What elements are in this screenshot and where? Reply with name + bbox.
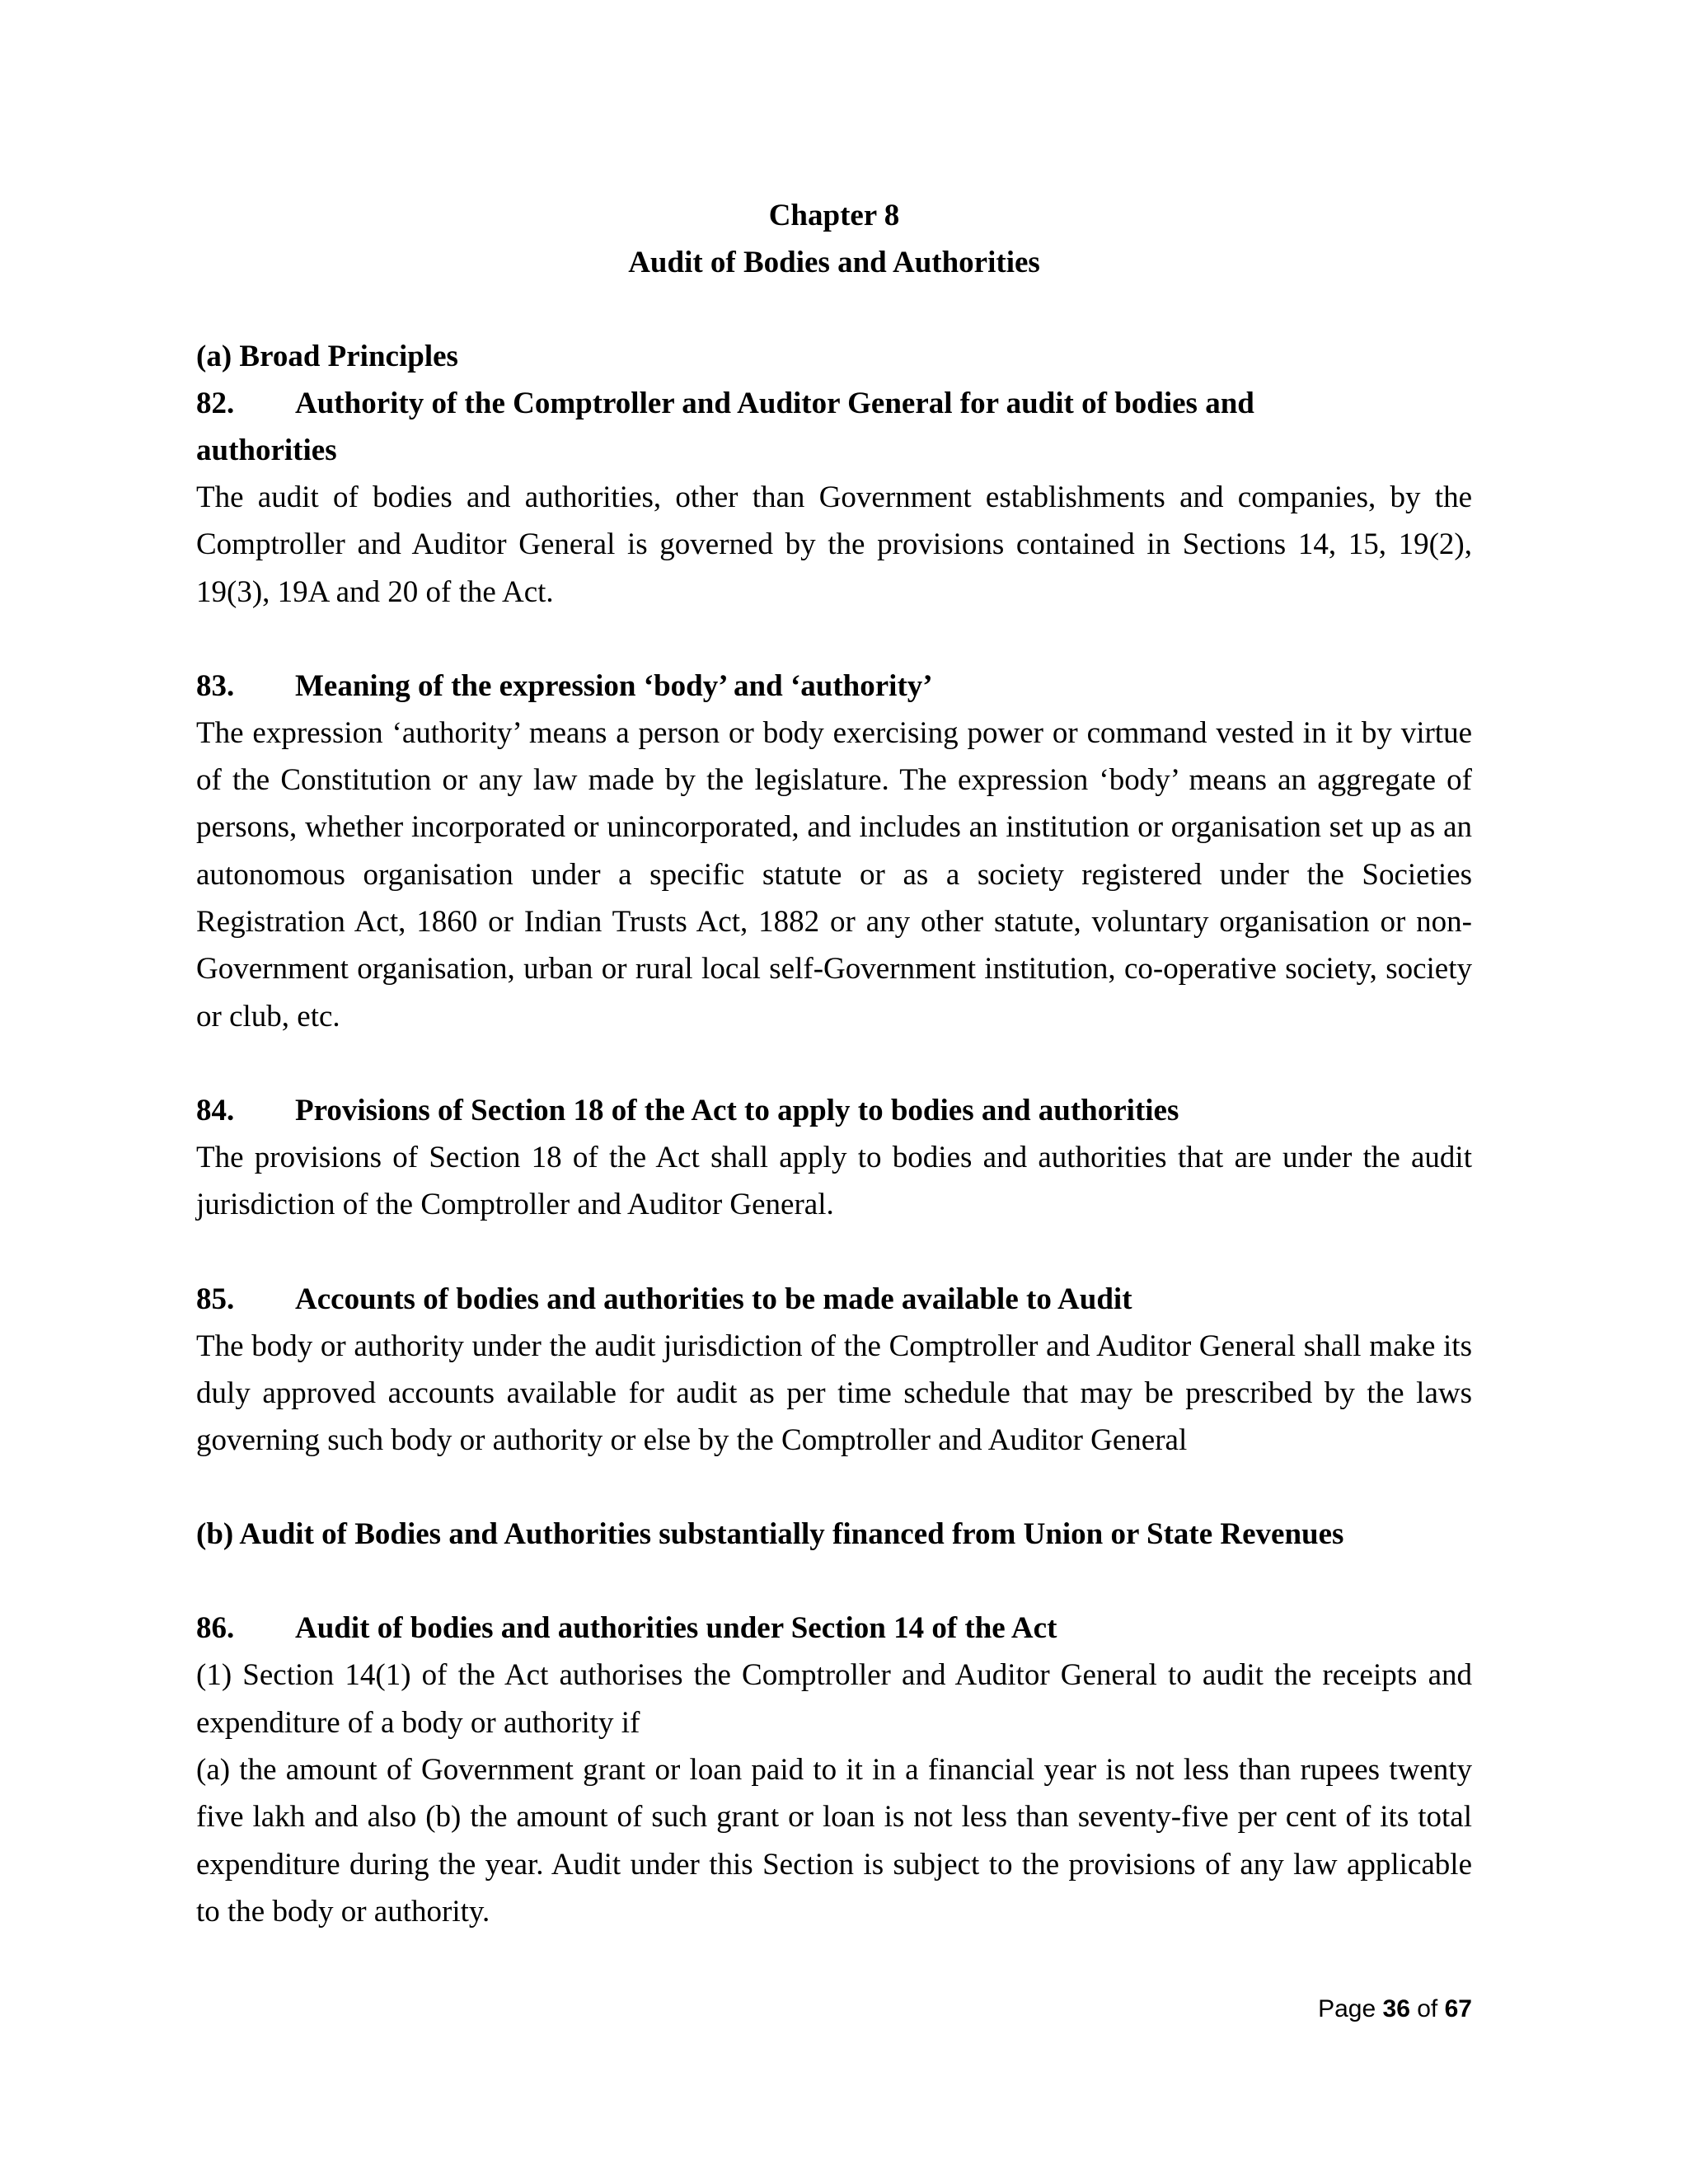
spacer bbox=[196, 1040, 1472, 1087]
spacer bbox=[196, 1464, 1472, 1511]
section-84-body: The provisions of Section 18 of the Act shall apply to bodies and authorities that are under the audit jurisdiction of the Comptroller and Auditor General. bbox=[196, 1140, 1472, 1222]
section-82-body: The audit of bodies and authorities, other than Government establishments and companies, by the Comptroller and Auditor General is governed by the provisions contained in Sections 14, 15, 19(2), 19(3), 19A and 20 of the Act. bbox=[196, 480, 1472, 609]
spacer bbox=[196, 1229, 1472, 1276]
section-86-title: Audit of bodies and authorities under Section 14 of the Act bbox=[295, 1611, 1057, 1646]
section-82-heading bbox=[196, 380, 1472, 427]
section-84-number: 84. bbox=[196, 1093, 235, 1127]
section-86-heading bbox=[196, 1605, 1472, 1652]
spacer bbox=[196, 616, 1472, 663]
part-b-heading: (b) Audit of Bodies and Authorities substantially financed from Union or State Revenues bbox=[196, 1517, 1344, 1552]
section-83-title: Meaning of the expression ‘body’ and ‘authority’ bbox=[295, 668, 933, 703]
section-84-title: Provisions of Section 18 of the Act to apply to bodies and authorities bbox=[295, 1093, 1179, 1127]
section-85-heading bbox=[196, 1276, 1472, 1323]
section-85-number: 85. bbox=[196, 1282, 235, 1316]
chapter-number: Chapter 8 bbox=[768, 199, 900, 232]
section-82-title-line1: Authority of the Comptroller and Auditor General for audit of bodies and bbox=[295, 387, 1254, 420]
section-85-title: Accounts of bodies and authorities to be made available to Audit bbox=[295, 1282, 1132, 1316]
total-pages: 67 bbox=[1444, 1995, 1472, 2022]
section-82-title-line2: authorities bbox=[196, 434, 337, 467]
section-86-number: 86. bbox=[196, 1611, 235, 1646]
spacer bbox=[196, 286, 1472, 333]
section-83-number: 83. bbox=[196, 668, 235, 703]
spacer bbox=[196, 1558, 1472, 1605]
chapter-title: Audit of Bodies and Authorities bbox=[628, 246, 1040, 279]
page-number: 36 bbox=[1382, 1995, 1410, 2022]
section-83-heading bbox=[196, 663, 1472, 710]
section-86-body-2: (a) the amount of Government grant or loan paid to it in a financial year is not less than rupees twenty five lakh and also (b) the amount of such grant or loan is not less than seventy-five per cent of its total expenditure during the year. Audit under this Section is subject to the provisions of any law applicable to the body or authority. bbox=[196, 1753, 1472, 1929]
section-83-body: The expression ‘authority’ means a person or body exercising power or command vested in it by virtue of the Constitution or any law made by the legislature. The expression ‘body’ means an aggregate of persons, whether incorporated or unincorporated, and includes an institution or organisation set up as an autonomous organisation under a specific statute or as a society registered under the Societies Registration Act, 1860 or Indian Trusts Act, 1882 or any other statute, voluntary organisation or non-Government organisation, urban or rural local self-Government institution, co-operative society, society or club, etc. bbox=[196, 715, 1472, 1033]
section-86-body-1: (1) Section 14(1) of the Act authorises the Comptroller and Auditor General to audit the receipts and expenditure of a body or authority if bbox=[196, 1658, 1472, 1740]
of-label: of bbox=[1417, 1995, 1438, 2022]
section-84-heading bbox=[196, 1087, 1472, 1134]
document-page bbox=[196, 0, 1472, 2184]
part-a-heading: (a) Broad Principles bbox=[196, 340, 458, 373]
section-82-number: 82. bbox=[196, 387, 235, 420]
page-footer bbox=[1318, 1993, 1472, 2026]
section-85-body: The body or authority under the audit jurisdiction of the Comptroller and Auditor General shall make its duly approved accounts available for audit as per time schedule that may be prescribed by the laws governing such body or authority or else by the Comptroller and Auditor General bbox=[196, 1329, 1472, 1458]
page-label: Page bbox=[1318, 1995, 1376, 2022]
